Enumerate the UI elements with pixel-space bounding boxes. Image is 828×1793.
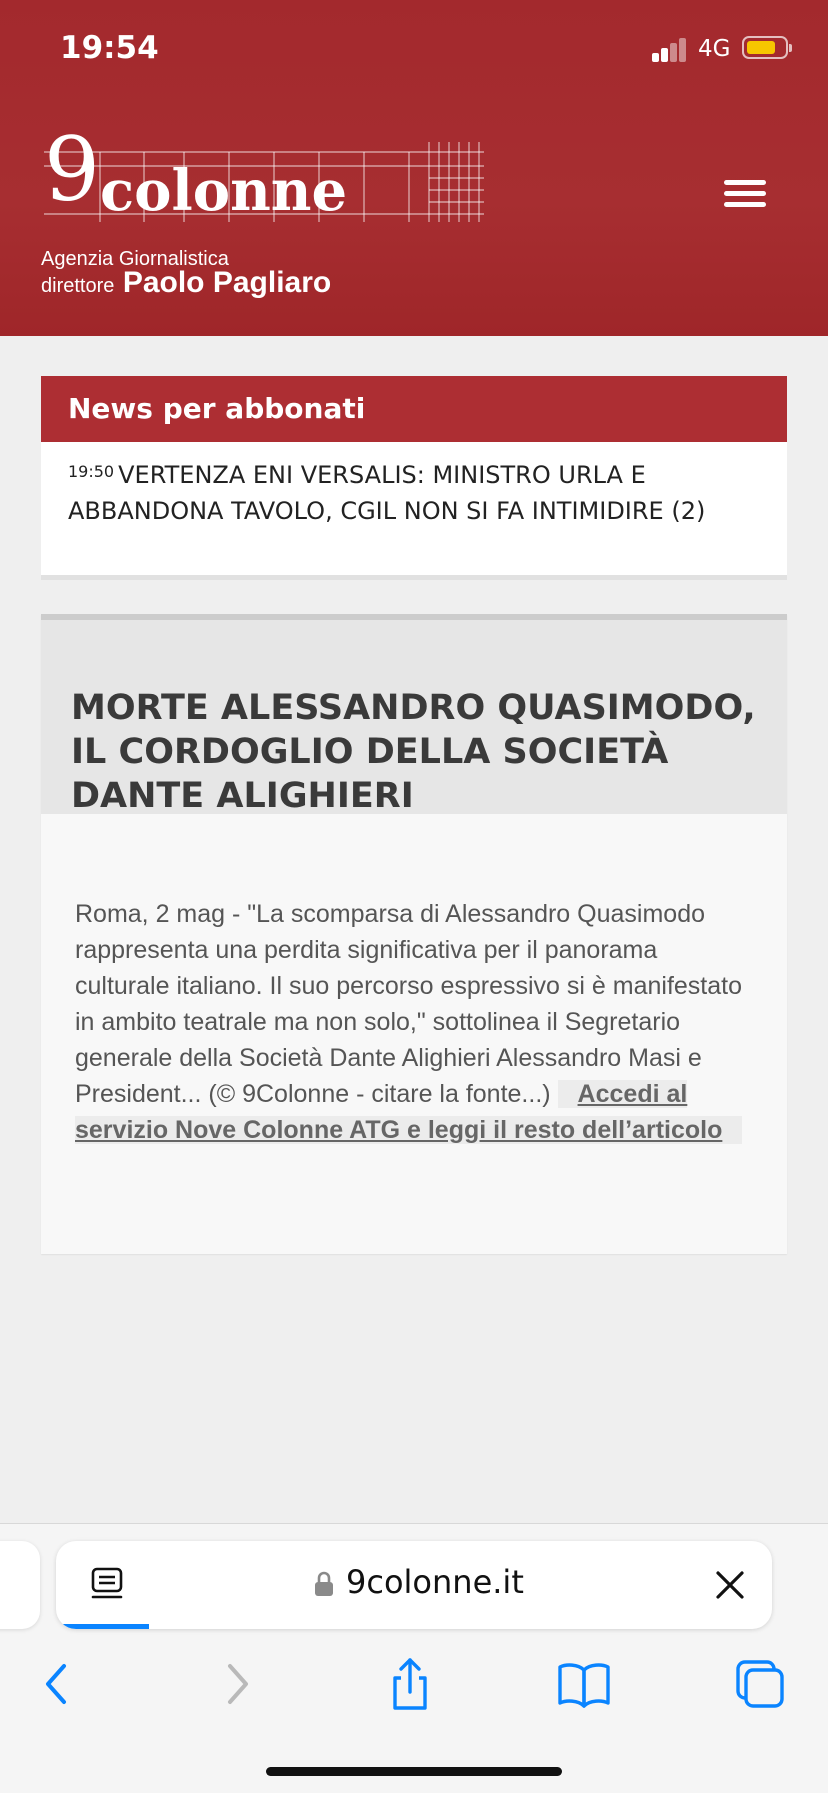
director-label: direttore	[41, 275, 115, 297]
chevron-left-icon[interactable]	[28, 1654, 88, 1714]
article-body	[41, 814, 787, 1148]
network-type: 4G	[698, 36, 731, 62]
news-item[interactable]	[41, 442, 787, 529]
hamburger-icon[interactable]	[720, 174, 772, 214]
url-display[interactable]: 9colonne.it	[346, 1563, 524, 1601]
director-name: Paolo Pagliaro	[122, 266, 332, 299]
site-tagline: Agenzia Giornalistica	[41, 248, 229, 270]
subscriber-news-box	[41, 376, 787, 580]
svg-text:9: 9	[44, 122, 100, 221]
address-bar[interactable]	[56, 1541, 772, 1629]
page-load-progress	[56, 1624, 149, 1629]
article-card	[41, 614, 787, 1254]
article-excerpt: Roma, 2 mag - "La scomparsa di Alessandro Quasimodo rappresenta una perdita significativa per il panorama culturale italiano. Il suo percorso espressivo si è manifestato in ambito teatrale ma non solo," sottolinea il Segretario generale della Società Dante Alighieri Alessandro Masi e President... (© 9Colonne - citare la fonte...)	[75, 900, 742, 1108]
news-box-title: News per abbonati	[41, 376, 787, 442]
battery-icon	[742, 36, 788, 59]
news-item-title[interactable]: VERTENZA ENI VERSALIS: MINISTRO URLA E ABBANDONA TAVOLO, CGIL NON SI FA INTIMIDIRE (2)	[68, 461, 706, 525]
article-header	[41, 620, 787, 814]
close-icon[interactable]	[712, 1567, 748, 1603]
news-item-time: 19:50	[68, 462, 115, 481]
browser-toolbar	[0, 1523, 828, 1793]
reader-icon[interactable]	[90, 1567, 124, 1603]
home-indicator[interactable]	[266, 1767, 562, 1776]
chevron-right-icon[interactable]	[206, 1654, 266, 1714]
book-icon[interactable]	[554, 1654, 614, 1714]
share-icon[interactable]	[380, 1654, 440, 1714]
svg-text:colonne: colonne	[100, 158, 348, 224]
lock-icon	[314, 1571, 334, 1597]
site-header	[0, 0, 828, 336]
site-logo[interactable]	[44, 122, 484, 232]
previous-tab-peek[interactable]	[0, 1541, 40, 1629]
article-title: MORTE ALESSANDRO QUASIMODO, IL CORDOGLIO DELLA SOCIETÀ DANTE ALIGHIERI	[71, 688, 756, 816]
read-more-link[interactable]: Accedi al servizio Nove Colonne ATG e leggi il resto dell’articolo	[75, 1080, 742, 1144]
director-credit	[41, 266, 331, 300]
tabs-icon[interactable]	[730, 1654, 790, 1714]
status-time: 19:54	[60, 30, 159, 66]
signal-icon	[652, 38, 688, 62]
